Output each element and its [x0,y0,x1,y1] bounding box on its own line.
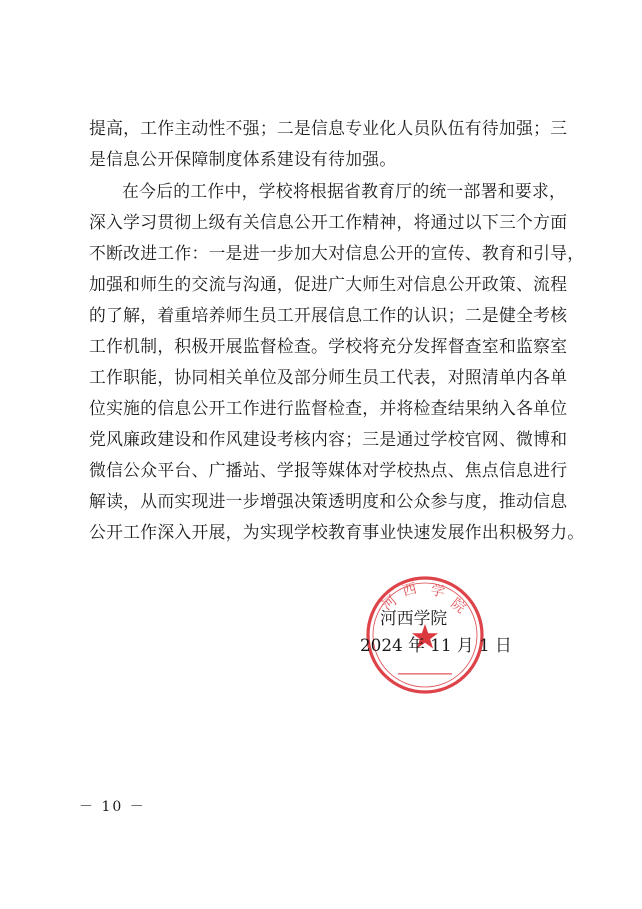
text-line: 位实施的信息公开工作进行监督检查，并将检查结果纳入各单位 [89,398,568,418]
text-line: 提高，工作主动性不强；二是信息专业化人员队伍有待加强；三 [89,118,568,138]
svg-text:院: 院 [447,595,469,617]
page-number: － 10 － [79,799,146,815]
text-line: 工作机制，积极开展监督检查。学校将充分发挥督查室和监察室 [89,336,568,356]
text-line: 微信公众平台、广播站、学报等媒体对学校热点、焦点信息进行 [89,460,568,480]
svg-text:西: 西 [400,580,419,600]
text-line: 的了解，着重培养师生员工开展信息工作的认识；二是健全考核 [89,305,568,325]
text-line: 不断改进工作：一是进一步加大对信息公开的宣传、教育和引导， [89,243,585,263]
text-line: 解读，从而实现进一步增强决策透明度和公众参与度，推动信息 [89,491,568,511]
text-line: 在今后的工作中，学校将根据省教育厅的统一部署和要求， [122,181,567,201]
signature-unit: 河西学院 [380,608,448,628]
text-line: 公开工作深入开展，为实现学校教育事业快速发展作出积极努力。 [89,522,585,542]
text-line: 加强和师生的交流与沟通，促进广大师生对信息公开政策、流程 [89,274,568,294]
text-line: 深入学习贯彻上级有关信息公开工作精神，将通过以下三个方面 [89,212,568,232]
text-line: 党风廉政建设和作风建设考核内容；三是通过学校官网、微博和 [89,429,568,449]
svg-text:学: 学 [429,582,447,601]
paragraph-1 [89,113,568,175]
text-line: 工作职能，协同相关单位及部分师生员工代表，对照清单内各单 [89,367,568,387]
text-line: 是信息公开保障制度体系建设有待加强。 [89,149,397,169]
svg-text:河: 河 [379,592,401,615]
paragraph-2 [89,176,585,548]
signature-date: 2024 年 11 月 1 日 [360,635,512,655]
